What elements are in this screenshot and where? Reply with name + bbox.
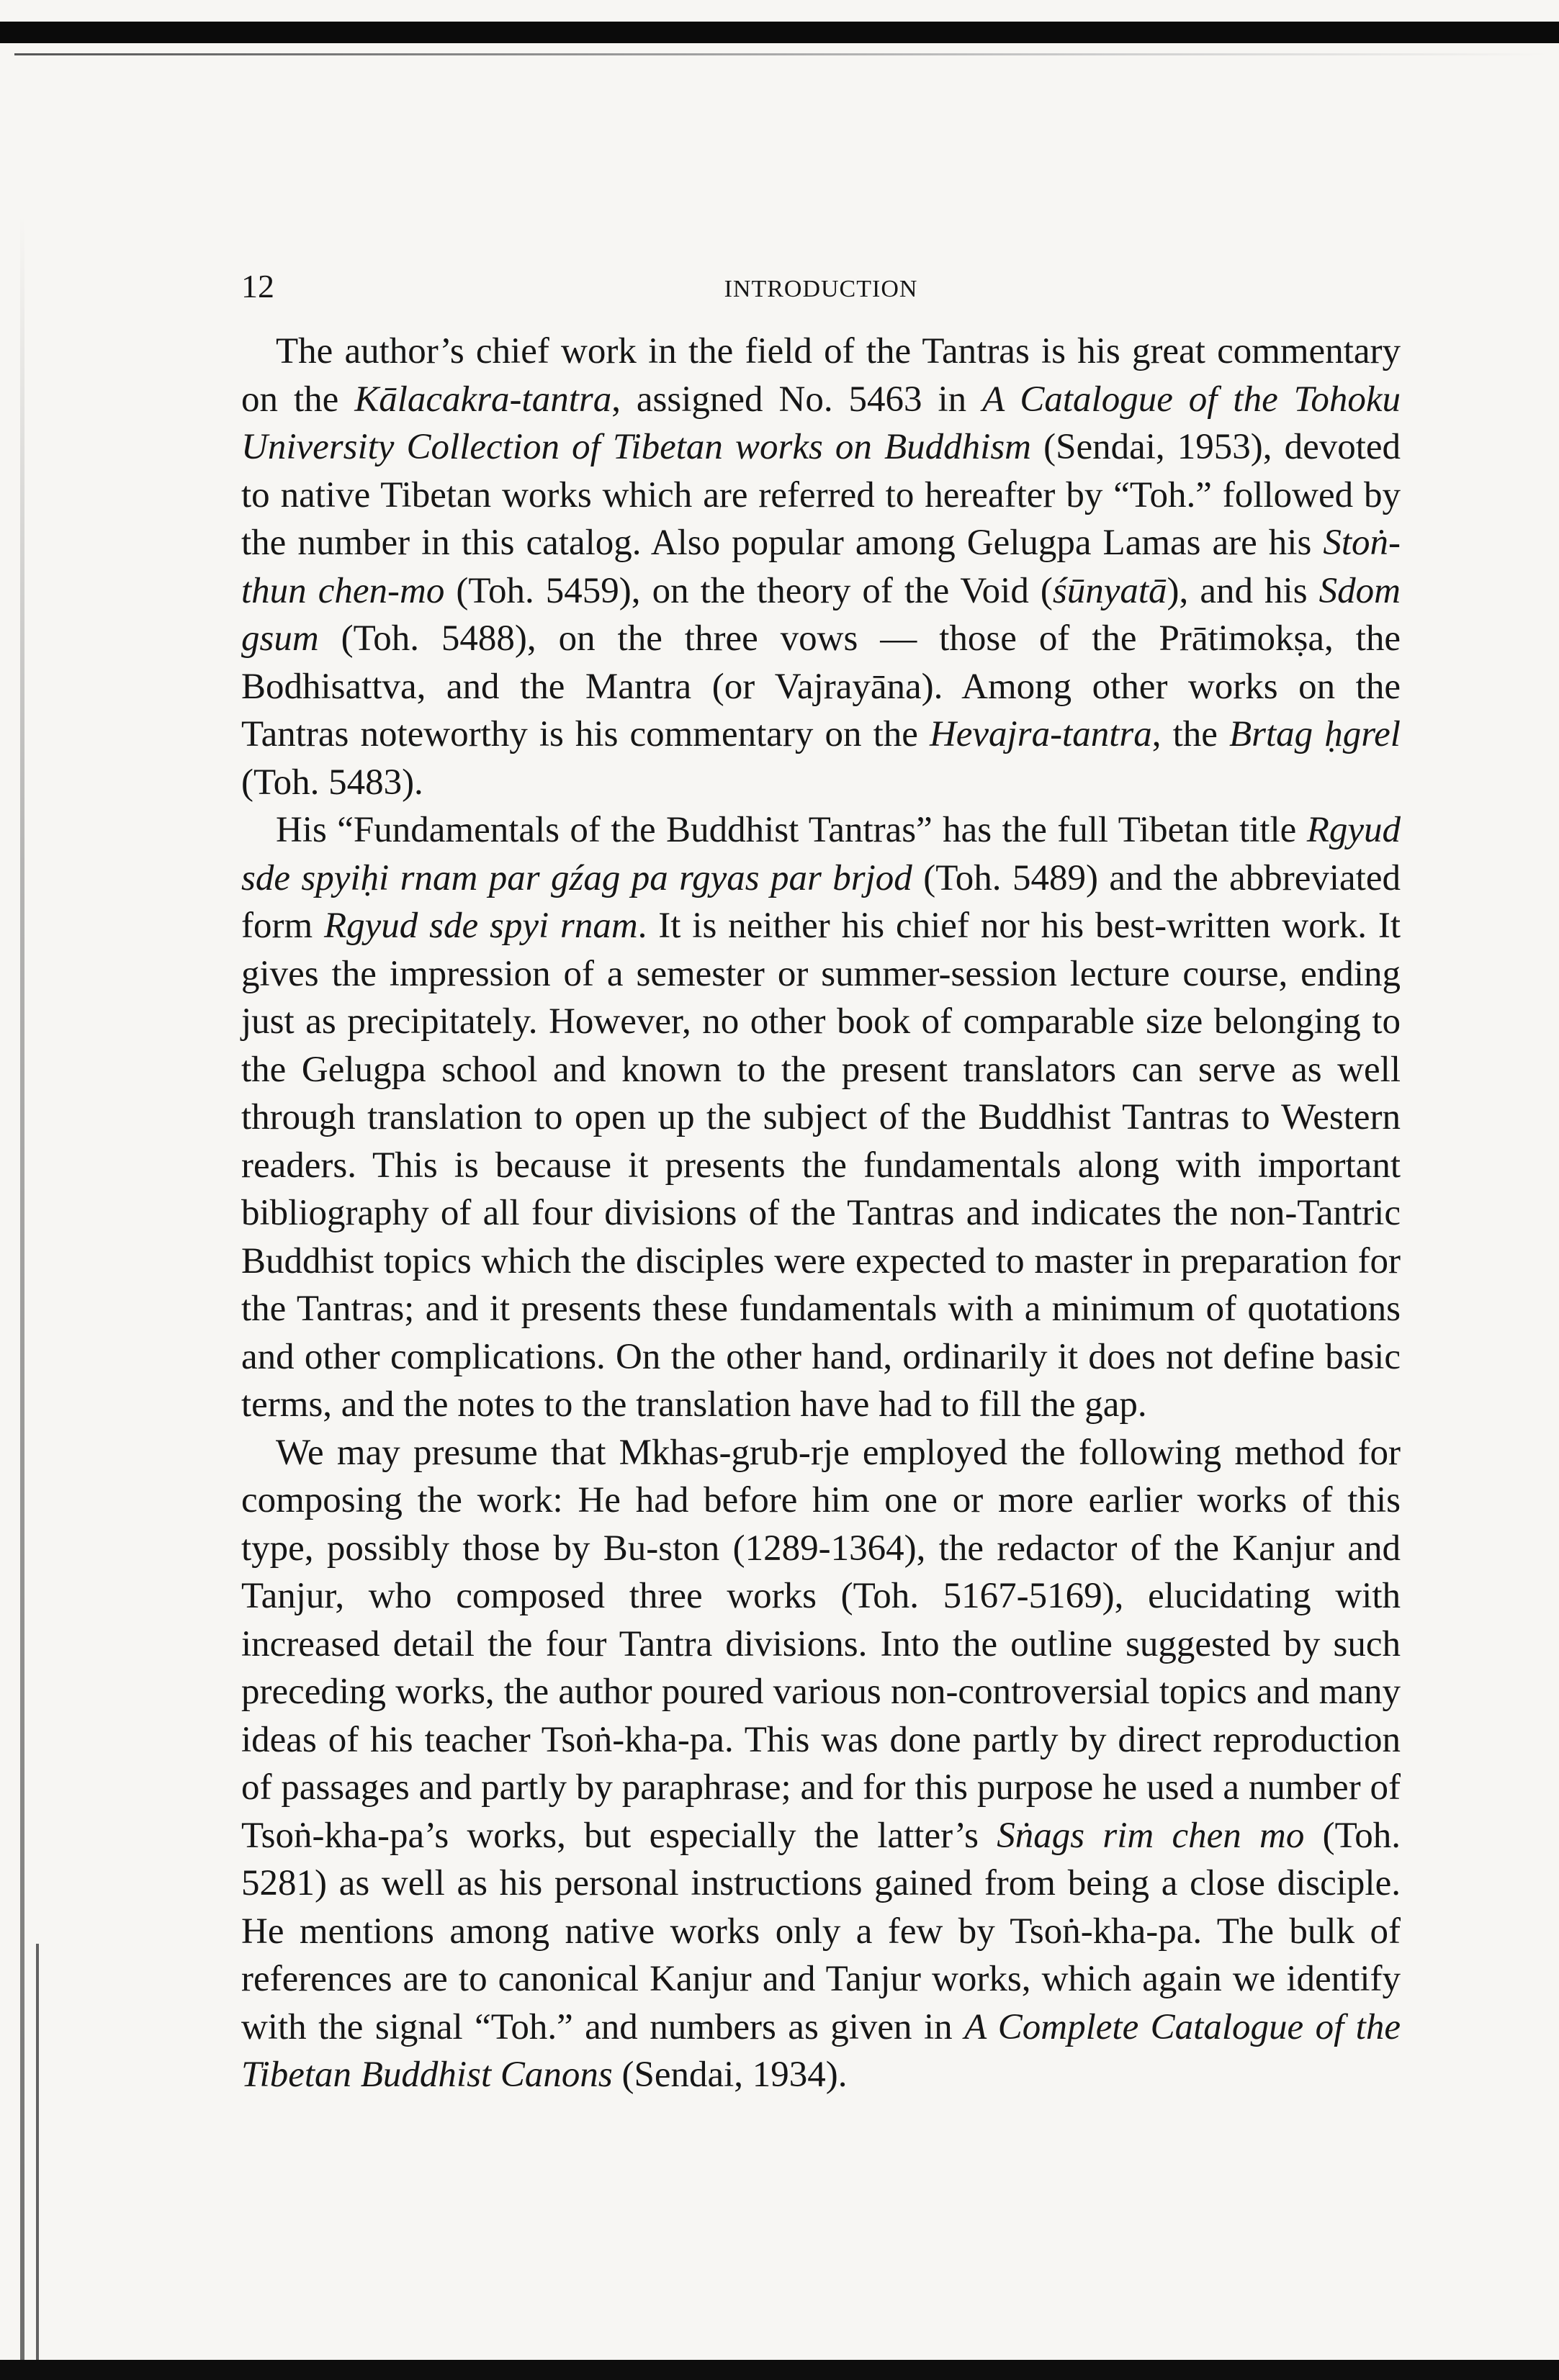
text-run: His “Fundamentals of the Buddhist Tantras” has the full Tibetan title [276,810,1307,850]
scan-left-edge [20,216,24,2376]
page-header [241,265,1401,308]
paragraph [241,328,1401,806]
italic-title: Sṅags rim chen mo [997,1815,1305,1856]
text-run: (Sendai, 1934). [612,2055,848,2095]
italic-title: Rgyud sde spyiḥi rnam par gźag pa rgyas par brjod [241,810,1401,898]
running-head: INTRODUCTION [724,276,918,302]
text-run: (Toh. 5488), on the three vows — those of the Prātimokṣa, the Bodhisattva, and the Mantra (or Vajrayāna). Among other works on the Tantras noteworthy is his commentary on the [241,618,1401,754]
text-run: The author’s chief work in the field of the Tantras is his great commentary on the [241,331,1401,420]
scan-top-border [0,22,1559,43]
scan-top-rule [14,53,1548,55]
text-run: (Toh. 5459), on the theory of the Void ( [444,570,1053,611]
text-run: . It is neither his chief nor his best-written work. It gives the impression of a semester or summer-session lecture course, ending just as precipitately. However, no other book of comparable size belonging to the Gelugpa school and known to the present translators can serve as well through translation to open up the subject of the Buddhist Tantras to Western readers. This is because it presents the fundamentals along with important bibliography of all four divisions of the Tantras and indicates the non-Tantric Buddhist topics which the disciples were expected to master in preparation for the Tantras; and it presents these fundamentals with a minimum of quotations and other complications. On the other hand, ordinarily it does not define basic terms, and the notes to the translation have had to fill the gap. [241,906,1401,1425]
italic-title: śūnyatā [1052,570,1167,611]
text-run: , the [1151,714,1229,754]
italic-title: Kālacakra-tantra [354,379,612,420]
scan-bottom-border [0,2360,1559,2380]
body-text [241,328,1401,2099]
italic-title: Stoṅ-thun chen-mo [241,523,1401,611]
italic-title: Hevajra-tantra [929,714,1152,754]
italic-title: Rgyud sde spyi rnam [324,906,638,946]
text-run: , assigned No. 5463 in [611,379,983,420]
text-run: ), and his [1167,570,1319,611]
italic-title: A Complete Catalogue of the Tibetan Buddhist Canons [241,2006,1401,2095]
italic-title: Brtag ḥgrel [1228,714,1401,754]
paragraph [241,806,1401,1429]
text-run: (Sendai, 1953), devoted to native Tibetan works which are referred to hereafter by “Toh.” followed by the number in this catalog. Also popular among Gelugpa Lamas are his [241,427,1401,563]
text-run: (Toh. 5483). [241,762,423,803]
scan-left-edge-shadow [36,1944,39,2380]
italic-title: Sdom gsum [241,570,1401,659]
text-run: (Toh. 5489) and the abbreviated form [241,857,1401,946]
paragraph [241,1429,1401,2099]
italic-title: A Catalogue of the Tohoku University Collection of Tibetan works on Buddhism [241,379,1401,467]
page-number: 12 [241,268,274,305]
text-run: (Toh. 5281) as well as his personal instructions gained from being a close disciple. He mentions among native works only a few by Tsoṅ-kha-pa. The bulk of references are to canonical Kanjur and Tanjur works, which again we identify with the signal “Toh.” and numbers as given in [241,1815,1401,2047]
text-run: We may presume that Mkhas-grub-rje employed the following method for composing the work: He had before him one or more earlier works of this type, possibly those by Bu-ston (1289-1364), the redactor of the Kanjur and Tanjur, who composed three works (Toh. 5167-5169), elucidating with increased detail the four Tantra divisions. Into the outline suggested by such preceding works, the author poured various non-controversial topics and many ideas of his teacher Tsoṅ-kha-pa. This was done partly by direct reproduction of passages and partly by paraphrase; and for this purpose he used a number of Tsoṅ-kha-pa’s works, but especially the latter’s [241,1432,1401,1856]
